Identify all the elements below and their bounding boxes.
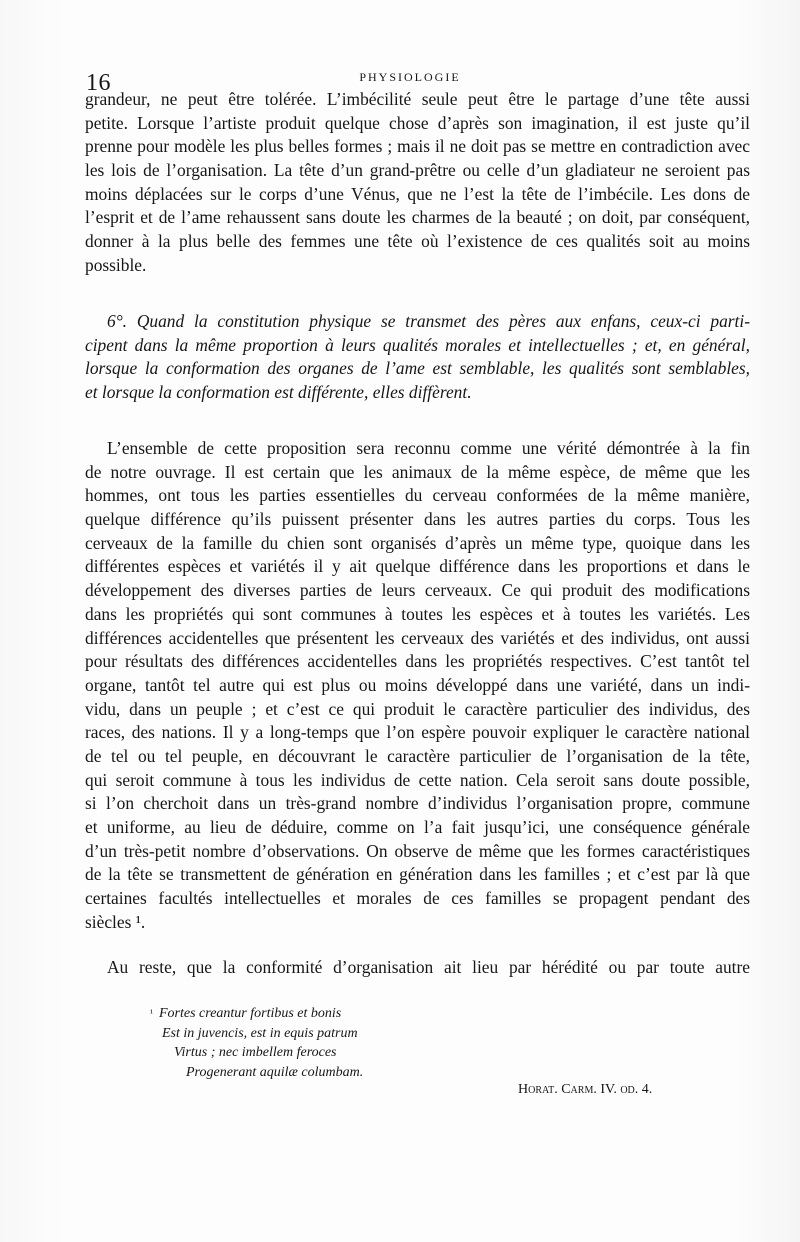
footnote	[150, 1004, 770, 1082]
footnote-mark: ¹	[150, 1008, 153, 1019]
text-line: cerveaux de la famille du chien sont organisés d’après un même type, quoique dans les	[85, 532, 750, 553]
text-line: petite. Lorsque l’artiste produit quelque chose d’après son imagination, il est juste qu’il	[85, 112, 750, 133]
text-line: Au reste, que la conformité d’organisation ait lieu par hérédité ou par toute autre	[107, 957, 750, 977]
text-line: de la tête se transmettent de génération en génération dans les familles ; et c’est par là que	[85, 864, 750, 885]
footnote-line	[150, 1004, 770, 1024]
text-line: les lois de l’organisation. La tête d’un grand-prêtre ou celle d’un gladiateur ne seroient pas	[85, 160, 750, 181]
footnote-text: Fortes creantur fortibus et bonis	[159, 1006, 342, 1021]
text-line: si l’on cherchoit dans un très-grand nombre d’individus l’organisation propre, commune	[85, 793, 750, 814]
running-head: PHYSIOLOGIE	[359, 70, 461, 84]
text-line: vidu, dans un peuple ; et c’est ce qui produit le caractère particulier des individus, des	[85, 698, 750, 719]
text-line: de notre ouvrage. Il est certain que les animaux de la même espèce, de même que les	[85, 461, 750, 482]
text-line: prenne pour modèle les plus belles formes ; mais il ne doit pas se mettre en contradiction avec	[85, 136, 750, 157]
text-line: hommes, ont tous les parties essentielles du cerveau conformées de la même manière,	[85, 485, 750, 506]
text-line: pour résultats des différences accidentelles dans les propriétés respectives. C’est tantôt tel	[85, 651, 750, 672]
text-line: développement des diverses parties de leurs cerveaux. Ce qui produit des modifications	[85, 580, 750, 601]
text-line: de tel ou tel peuple, en découvrant le caractère particulier de l’organisation de la tête,	[85, 745, 750, 766]
text-line: différences accidentelles que présentent les cerveaux des variétés et des individus, ont aussi	[85, 627, 750, 648]
page-number: 16	[86, 70, 111, 96]
text-line: donner à la plus belle des femmes une tête où l’existence de ces qualités soit au moins	[85, 231, 750, 252]
text-line: l’esprit et de l’ame rehaussent sans doute les charmes de la beauté ; on doit, par conséquent,	[85, 207, 750, 228]
text-line: certaines facultés intellectuelles et morales de ces familles se propagent pendant des	[85, 888, 750, 909]
footnote-line: Progenerant aquilæ columbam.	[186, 1064, 364, 1080]
paragraph-1	[85, 88, 750, 278]
text-line: qui seroit commune à tous les individus de cette nation. Cela seroit sans doute possible,	[85, 769, 750, 790]
text-line: et uniforme, au lieu de déduire, comme on l’a fait jusqu’ici, une conséquence générale	[85, 817, 750, 837]
text-line: siècles ¹.	[85, 911, 146, 932]
text-line: différentes espèces et variétés il y ait quelque différence dans les proportions et dans le	[85, 556, 750, 577]
paragraph-4	[85, 956, 750, 980]
footnote-citation: Horat. Carm. IV. od. 4.	[518, 1082, 653, 1097]
text-line: quelque différence qu’ils puissent présenter dans les autres parties du corps. Tous les	[85, 509, 750, 530]
text-line: L’ensemble de cette proposition sera reconnu comme une vérité démontrée à la fin	[107, 438, 750, 458]
proposition-paragraph	[85, 310, 750, 405]
text-line: 6°. Quand la constitution physique se transmet des pères aux enfans, ceux-ci parti-	[107, 311, 750, 331]
text-line: dans les propriétés qui sont communes à toutes les espèces et à toutes les variétés. Les	[85, 603, 750, 624]
text-line: et lorsque la conformation est différente, elles diffèrent.	[85, 382, 472, 403]
paragraph-3	[85, 437, 750, 934]
text-line: organe, tantôt tel autre qui est plus ou moins développé dans une variété, dans un indi-	[85, 674, 750, 695]
text-line: grandeur, ne peut être tolérée. L’imbécilité seule peut être le partage d’une tête aussi	[85, 89, 750, 109]
footnote-line: Est in juvencis, est in equis patrum	[162, 1025, 358, 1041]
text-line: cipent dans la même proportion à leurs qualités morales et intellectuelles ; et, en général,	[85, 334, 750, 355]
footnote-line: Virtus ; nec imbellem feroces	[174, 1045, 337, 1060]
text-line: d’un très-petit nombre d’observations. On observe de même que les formes caractéristiques	[85, 840, 750, 861]
text-line: moins déplacées sur le corps d’une Vénus, que ne l’est la tête de l’imbécile. Les dons de	[85, 183, 750, 204]
text-line: possible.	[85, 254, 147, 275]
text-line: races, des nations. Il y a long-temps que l’on espère pouvoir expliquer le caractère national	[85, 722, 750, 743]
text-line: lorsque la conformation des organes de l’ame est semblable, les qualités sont semblables,	[85, 358, 750, 379]
